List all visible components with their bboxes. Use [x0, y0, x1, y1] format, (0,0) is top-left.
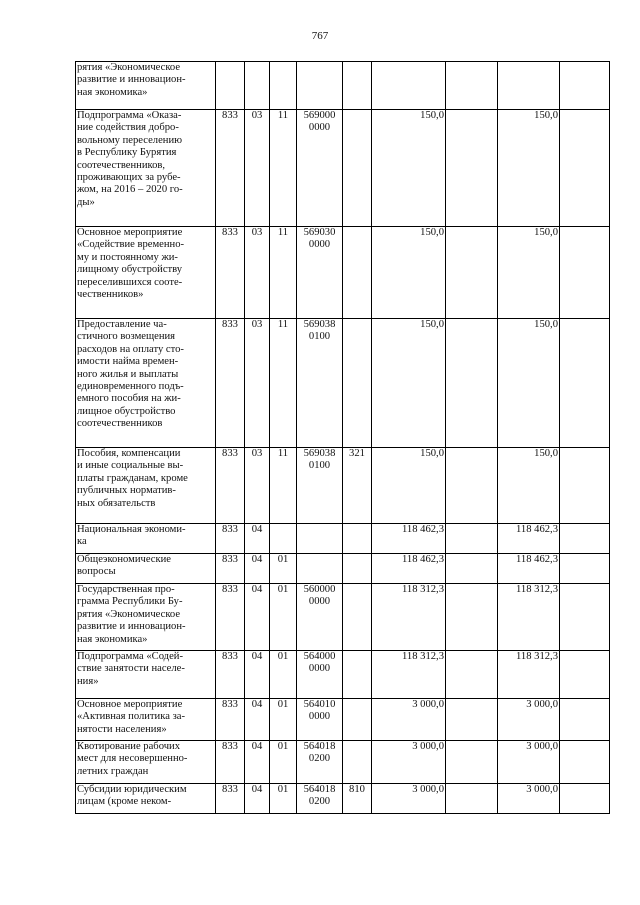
table-row — [76, 651, 610, 699]
row-name-line: лищное обустройство — [77, 405, 176, 417]
pr-cell: 01 — [270, 584, 297, 651]
row-name-line: чественников» — [77, 289, 144, 301]
empty-cell — [446, 227, 498, 319]
csr-line: 569038 — [303, 319, 336, 330]
sum-cell-1: 150,0 — [372, 448, 446, 524]
rz-cell: 04 — [245, 651, 270, 699]
row-name-cell — [76, 741, 216, 784]
row-name-line: Национальная экономи- — [77, 524, 186, 535]
page-number: 767 — [311, 30, 329, 42]
pr-cell: 01 — [270, 784, 297, 814]
empty-cell — [446, 741, 498, 784]
rz-cell: 04 — [245, 524, 270, 554]
sum-cell-2: 3 000,0 — [498, 741, 560, 784]
grbs-cell: 833 — [216, 584, 245, 651]
row-name-line: лицам (кроме неком- — [77, 796, 172, 808]
row-name-line: ного жилья и выплаты — [77, 368, 179, 380]
empty-cell — [446, 699, 498, 741]
grbs-cell: 833 — [216, 448, 245, 524]
csr-cell — [297, 62, 343, 110]
grbs-cell: 833 — [216, 554, 245, 584]
row-name-line: расходов на оплату сто- — [77, 343, 184, 355]
table-row — [76, 699, 610, 741]
row-name-line: ка — [77, 536, 87, 548]
row-name-line: мест для несовершенно- — [77, 753, 188, 765]
csr-line: 0000 — [308, 711, 331, 723]
sum-cell-2: 150,0 — [498, 448, 560, 524]
row-name-line: рятия «Экономическое — [77, 62, 181, 73]
csr-line: 0100 — [308, 460, 331, 472]
row-name-line: ных обязательств — [77, 497, 156, 509]
empty-cell — [446, 554, 498, 584]
empty-cell — [560, 62, 610, 110]
empty-cell — [446, 110, 498, 227]
row-name-line: рятия «Экономическое — [77, 608, 181, 620]
pr-cell: 01 — [270, 554, 297, 584]
sum-cell-1: 150,0 — [372, 110, 446, 227]
row-name-cell — [76, 319, 216, 448]
empty-cell — [446, 584, 498, 651]
row-name-line: соотечественников, — [77, 159, 166, 171]
csr-cell — [297, 448, 343, 524]
row-name-line: ная экономика» — [77, 86, 148, 98]
row-name-line: соотечественников — [77, 418, 163, 430]
csr-cell — [297, 651, 343, 699]
row-name-line: Субсидии юридическим — [77, 784, 187, 795]
vr-cell — [343, 584, 372, 651]
row-name-line: проживающих за рубе- — [77, 172, 181, 184]
pr-cell: 01 — [270, 741, 297, 784]
empty-cell — [560, 227, 610, 319]
table-row — [76, 554, 610, 584]
empty-cell — [560, 319, 610, 448]
table-row — [76, 319, 610, 448]
vr-cell: 810 — [343, 784, 372, 814]
empty-cell — [560, 784, 610, 814]
grbs-cell: 833 — [216, 784, 245, 814]
row-name-line: Государственная про- — [77, 584, 175, 595]
csr-line: 0100 — [308, 331, 331, 343]
sum-cell-1: 118 462,3 — [372, 554, 446, 584]
sum-cell-2: 150,0 — [498, 110, 560, 227]
csr-cell — [297, 741, 343, 784]
csr-line: 569000 — [303, 110, 336, 121]
sum-cell-2: 118 312,3 — [498, 584, 560, 651]
pr-cell: 11 — [270, 110, 297, 227]
csr-line: 560000 — [303, 584, 336, 595]
row-name-line: вопросы — [77, 566, 116, 578]
row-name-line: Основное мероприятие — [77, 227, 183, 238]
row-name-cell — [76, 699, 216, 741]
grbs-cell: 833 — [216, 741, 245, 784]
rz-cell: 04 — [245, 554, 270, 584]
row-name-cell — [76, 651, 216, 699]
sum-cell-1: 3 000,0 — [372, 699, 446, 741]
table-row — [76, 110, 610, 227]
row-name-line: Общеэкономические — [77, 554, 172, 565]
csr-line: 569038 — [303, 448, 336, 459]
rz-cell: 04 — [245, 741, 270, 784]
sum-cell-2: 150,0 — [498, 227, 560, 319]
row-name-cell — [76, 554, 216, 584]
sum-cell-1: 118 312,3 — [372, 651, 446, 699]
row-name-cell — [76, 62, 216, 110]
row-name-line: Подпрограмма «Содей- — [77, 651, 183, 662]
csr-line: 0000 — [308, 239, 331, 251]
sum-cell-2: 3 000,0 — [498, 784, 560, 814]
csr-line: 0200 — [308, 753, 331, 765]
sum-cell-2 — [498, 62, 560, 110]
vr-cell — [343, 651, 372, 699]
csr-line: 0000 — [308, 663, 331, 675]
vr-cell — [343, 554, 372, 584]
row-name-line: емного пособия на жи- — [77, 393, 181, 405]
vr-cell — [343, 227, 372, 319]
row-name-line: стичного возмещения — [77, 331, 176, 343]
row-name-line: переселившихся сооте- — [77, 276, 183, 288]
row-name-line: ная экономика» — [77, 633, 148, 645]
sum-cell-1: 3 000,0 — [372, 741, 446, 784]
csr-cell — [297, 110, 343, 227]
empty-cell — [560, 699, 610, 741]
pr-cell: 11 — [270, 227, 297, 319]
sum-cell-1: 118 462,3 — [372, 524, 446, 554]
rz-cell — [245, 62, 270, 110]
empty-cell — [446, 524, 498, 554]
csr-line: 0200 — [308, 796, 331, 808]
rz-cell: 04 — [245, 584, 270, 651]
vr-cell — [343, 62, 372, 110]
budget-table — [75, 61, 610, 814]
rz-cell: 03 — [245, 110, 270, 227]
table-row — [76, 62, 610, 110]
empty-cell — [560, 651, 610, 699]
pr-cell — [270, 62, 297, 110]
row-name-line: единовременного подъ- — [77, 381, 184, 393]
empty-cell — [560, 554, 610, 584]
row-name-line: Подпрограмма «Оказа- — [77, 110, 182, 121]
row-name-line: «Активная политика за- — [77, 711, 185, 723]
row-name-line: и иные социальные вы- — [77, 460, 184, 472]
empty-cell — [560, 524, 610, 554]
row-name-line: летних граждан — [77, 765, 149, 777]
empty-cell — [446, 651, 498, 699]
vr-cell — [343, 741, 372, 784]
grbs-cell: 833 — [216, 699, 245, 741]
csr-cell — [297, 524, 343, 554]
sum-cell-1: 118 312,3 — [372, 584, 446, 651]
pr-cell: 11 — [270, 319, 297, 448]
empty-cell — [446, 62, 498, 110]
table-row — [76, 584, 610, 651]
row-name-line: развитие и инновацион- — [77, 74, 186, 86]
csr-line: 564018 — [303, 784, 336, 795]
sum-cell-2: 118 312,3 — [498, 651, 560, 699]
empty-cell — [560, 741, 610, 784]
row-name-cell — [76, 584, 216, 651]
sum-cell-2: 3 000,0 — [498, 699, 560, 741]
rz-cell: 04 — [245, 699, 270, 741]
pr-cell: 01 — [270, 699, 297, 741]
empty-cell — [560, 584, 610, 651]
table-body — [76, 62, 610, 814]
grbs-cell — [216, 62, 245, 110]
row-name-line: му и постоянному жи- — [77, 251, 178, 263]
empty-cell — [560, 448, 610, 524]
csr-cell — [297, 584, 343, 651]
table-row — [76, 741, 610, 784]
row-name-line: имости найма времен- — [77, 356, 179, 368]
csr-cell — [297, 227, 343, 319]
row-name-cell — [76, 448, 216, 524]
sum-cell-1: 3 000,0 — [372, 784, 446, 814]
csr-line: 569030 — [303, 227, 336, 238]
csr-cell — [297, 784, 343, 814]
row-name-line: Основное мероприятие — [77, 699, 183, 710]
row-name-line: публичных норматив- — [77, 485, 176, 497]
row-name-cell — [76, 524, 216, 554]
rz-cell: 03 — [245, 448, 270, 524]
vr-cell: 321 — [343, 448, 372, 524]
row-name-line: ние содействия добро- — [77, 122, 179, 134]
vr-cell — [343, 110, 372, 227]
row-name-line: Пособия, компенсации — [77, 448, 181, 459]
row-name-line: ды» — [77, 196, 95, 208]
row-name-line: лищному обустройству — [77, 264, 183, 276]
row-name-line: платы гражданам, кроме — [77, 472, 188, 484]
empty-cell — [560, 110, 610, 227]
empty-cell — [446, 784, 498, 814]
row-name-cell — [76, 110, 216, 227]
row-name-cell — [76, 227, 216, 319]
vr-cell — [343, 524, 372, 554]
sum-cell-2: 118 462,3 — [498, 554, 560, 584]
rz-cell: 03 — [245, 319, 270, 448]
table-row — [76, 227, 610, 319]
row-name-line: ствие занятости населе- — [77, 663, 185, 675]
grbs-cell: 833 — [216, 319, 245, 448]
row-name-line: нятости населения» — [77, 723, 167, 735]
sum-cell-2: 118 462,3 — [498, 524, 560, 554]
grbs-cell: 833 — [216, 651, 245, 699]
csr-cell — [297, 699, 343, 741]
row-name-line: в Республику Бурятия — [77, 147, 177, 159]
row-name-line: развитие и инновацион- — [77, 621, 186, 633]
grbs-cell: 833 — [216, 110, 245, 227]
row-name-line: Квотирование рабочих — [77, 741, 181, 752]
rz-cell: 04 — [245, 784, 270, 814]
table-row — [76, 448, 610, 524]
sum-cell-1 — [372, 62, 446, 110]
pr-cell: 11 — [270, 448, 297, 524]
csr-line: 564018 — [303, 741, 336, 752]
sum-cell-2: 150,0 — [498, 319, 560, 448]
table-row — [76, 784, 610, 814]
row-name-line: Предоставление ча- — [77, 319, 167, 330]
rz-cell: 03 — [245, 227, 270, 319]
grbs-cell: 833 — [216, 524, 245, 554]
csr-line: 0000 — [308, 122, 331, 134]
csr-line: 564000 — [303, 651, 336, 662]
row-name-line: грамма Республики Бу- — [77, 596, 183, 608]
empty-cell — [446, 448, 498, 524]
sum-cell-1: 150,0 — [372, 227, 446, 319]
grbs-cell: 833 — [216, 227, 245, 319]
row-name-cell — [76, 784, 216, 814]
row-name-line: жом, на 2016 – 2020 го- — [77, 184, 183, 196]
empty-cell — [446, 319, 498, 448]
vr-cell — [343, 699, 372, 741]
csr-cell — [297, 319, 343, 448]
row-name-line: «Содействие временно- — [77, 239, 185, 251]
vr-cell — [343, 319, 372, 448]
csr-cell — [297, 554, 343, 584]
row-name-line: вольному переселению — [77, 134, 183, 146]
csr-line: 564010 — [303, 699, 336, 710]
pr-cell — [270, 524, 297, 554]
sum-cell-1: 150,0 — [372, 319, 446, 448]
pr-cell: 01 — [270, 651, 297, 699]
table-row — [76, 524, 610, 554]
row-name-line: ния» — [77, 675, 99, 687]
csr-line: 0000 — [308, 596, 331, 608]
